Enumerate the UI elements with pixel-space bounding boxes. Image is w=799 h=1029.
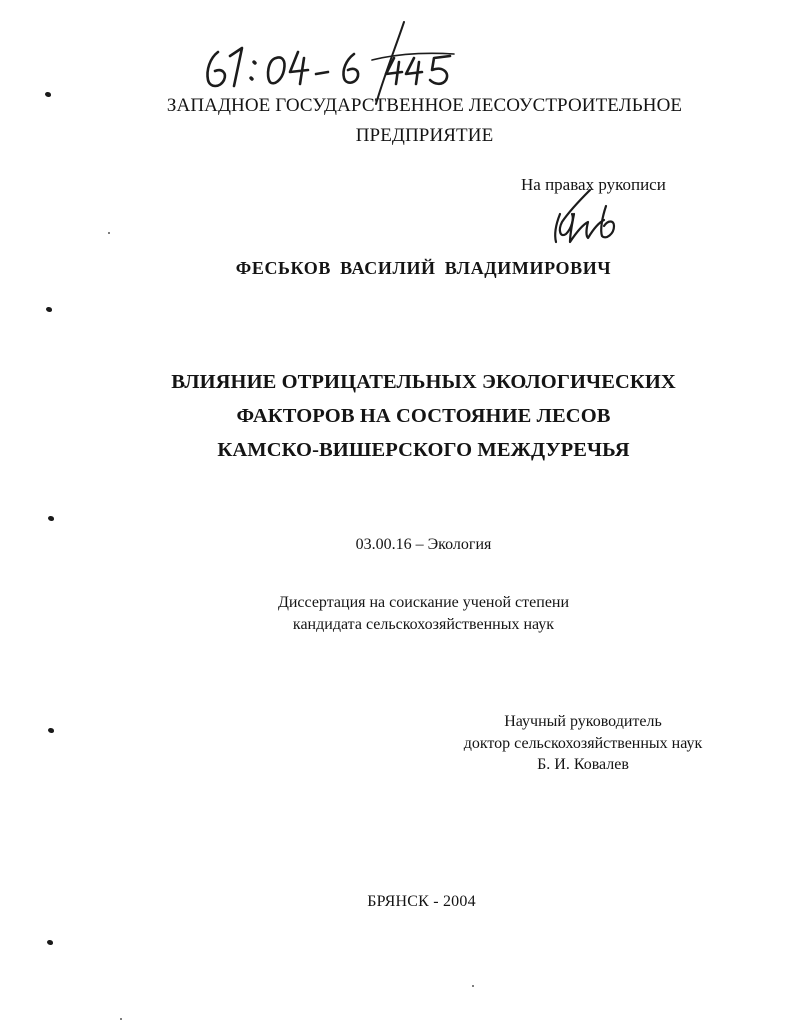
organization-line-1: ЗАПАДНОЕ ГОСУДАРСТВЕННОЕ ЛЕСОУСТРОИТЕЛЬНОЕ bbox=[166, 95, 683, 116]
handwritten-signature bbox=[548, 184, 628, 252]
advisor-rank: доктор сельскохозяйственных наук bbox=[463, 734, 703, 752]
degree-statement bbox=[24, 592, 799, 636]
city-year: БРЯНСК - 2004 bbox=[367, 893, 476, 910]
scientific-advisor bbox=[440, 711, 726, 776]
advisor-name: Б. И. Ковалев bbox=[537, 756, 629, 773]
advisor-role: Научный руководитель bbox=[504, 713, 662, 730]
binder-mark bbox=[47, 940, 53, 945]
degree-line-1: Диссертация на соискание ученой степени bbox=[277, 594, 570, 611]
binder-mark bbox=[45, 92, 51, 97]
organization-name bbox=[25, 92, 799, 150]
specialty-code: 03.00.16 – Экология bbox=[355, 536, 492, 553]
title-line-1: ВЛИЯНИЕ ОТРИЦАТЕЛЬНЫХ ЭКОЛОГИЧЕСКИХ bbox=[171, 371, 676, 393]
scan-speck bbox=[108, 232, 110, 234]
binder-mark bbox=[48, 516, 54, 521]
author-name: ФЕСЬКОВ ВАСИЛИЙ ВЛАДИМИРОВИЧ bbox=[235, 258, 612, 278]
binder-mark bbox=[46, 307, 52, 312]
scan-speck bbox=[120, 1018, 122, 1020]
scan-speck bbox=[472, 985, 474, 987]
manuscript-rights-label: На правах рукописи bbox=[521, 175, 666, 194]
binder-mark bbox=[48, 728, 54, 733]
title-line-3: КАМСКО-ВИШЕРСКОГО МЕЖДУРЕЧЬЯ bbox=[217, 439, 630, 461]
degree-line-2: кандидата сельскохозяйственных наук bbox=[292, 616, 555, 633]
dissertation-title bbox=[24, 365, 799, 467]
organization-line-2: ПРЕДПРИЯТИЕ bbox=[355, 125, 494, 146]
title-line-2: ФАКТОРОВ НА СОСТОЯНИЕ ЛЕСОВ bbox=[236, 405, 611, 427]
